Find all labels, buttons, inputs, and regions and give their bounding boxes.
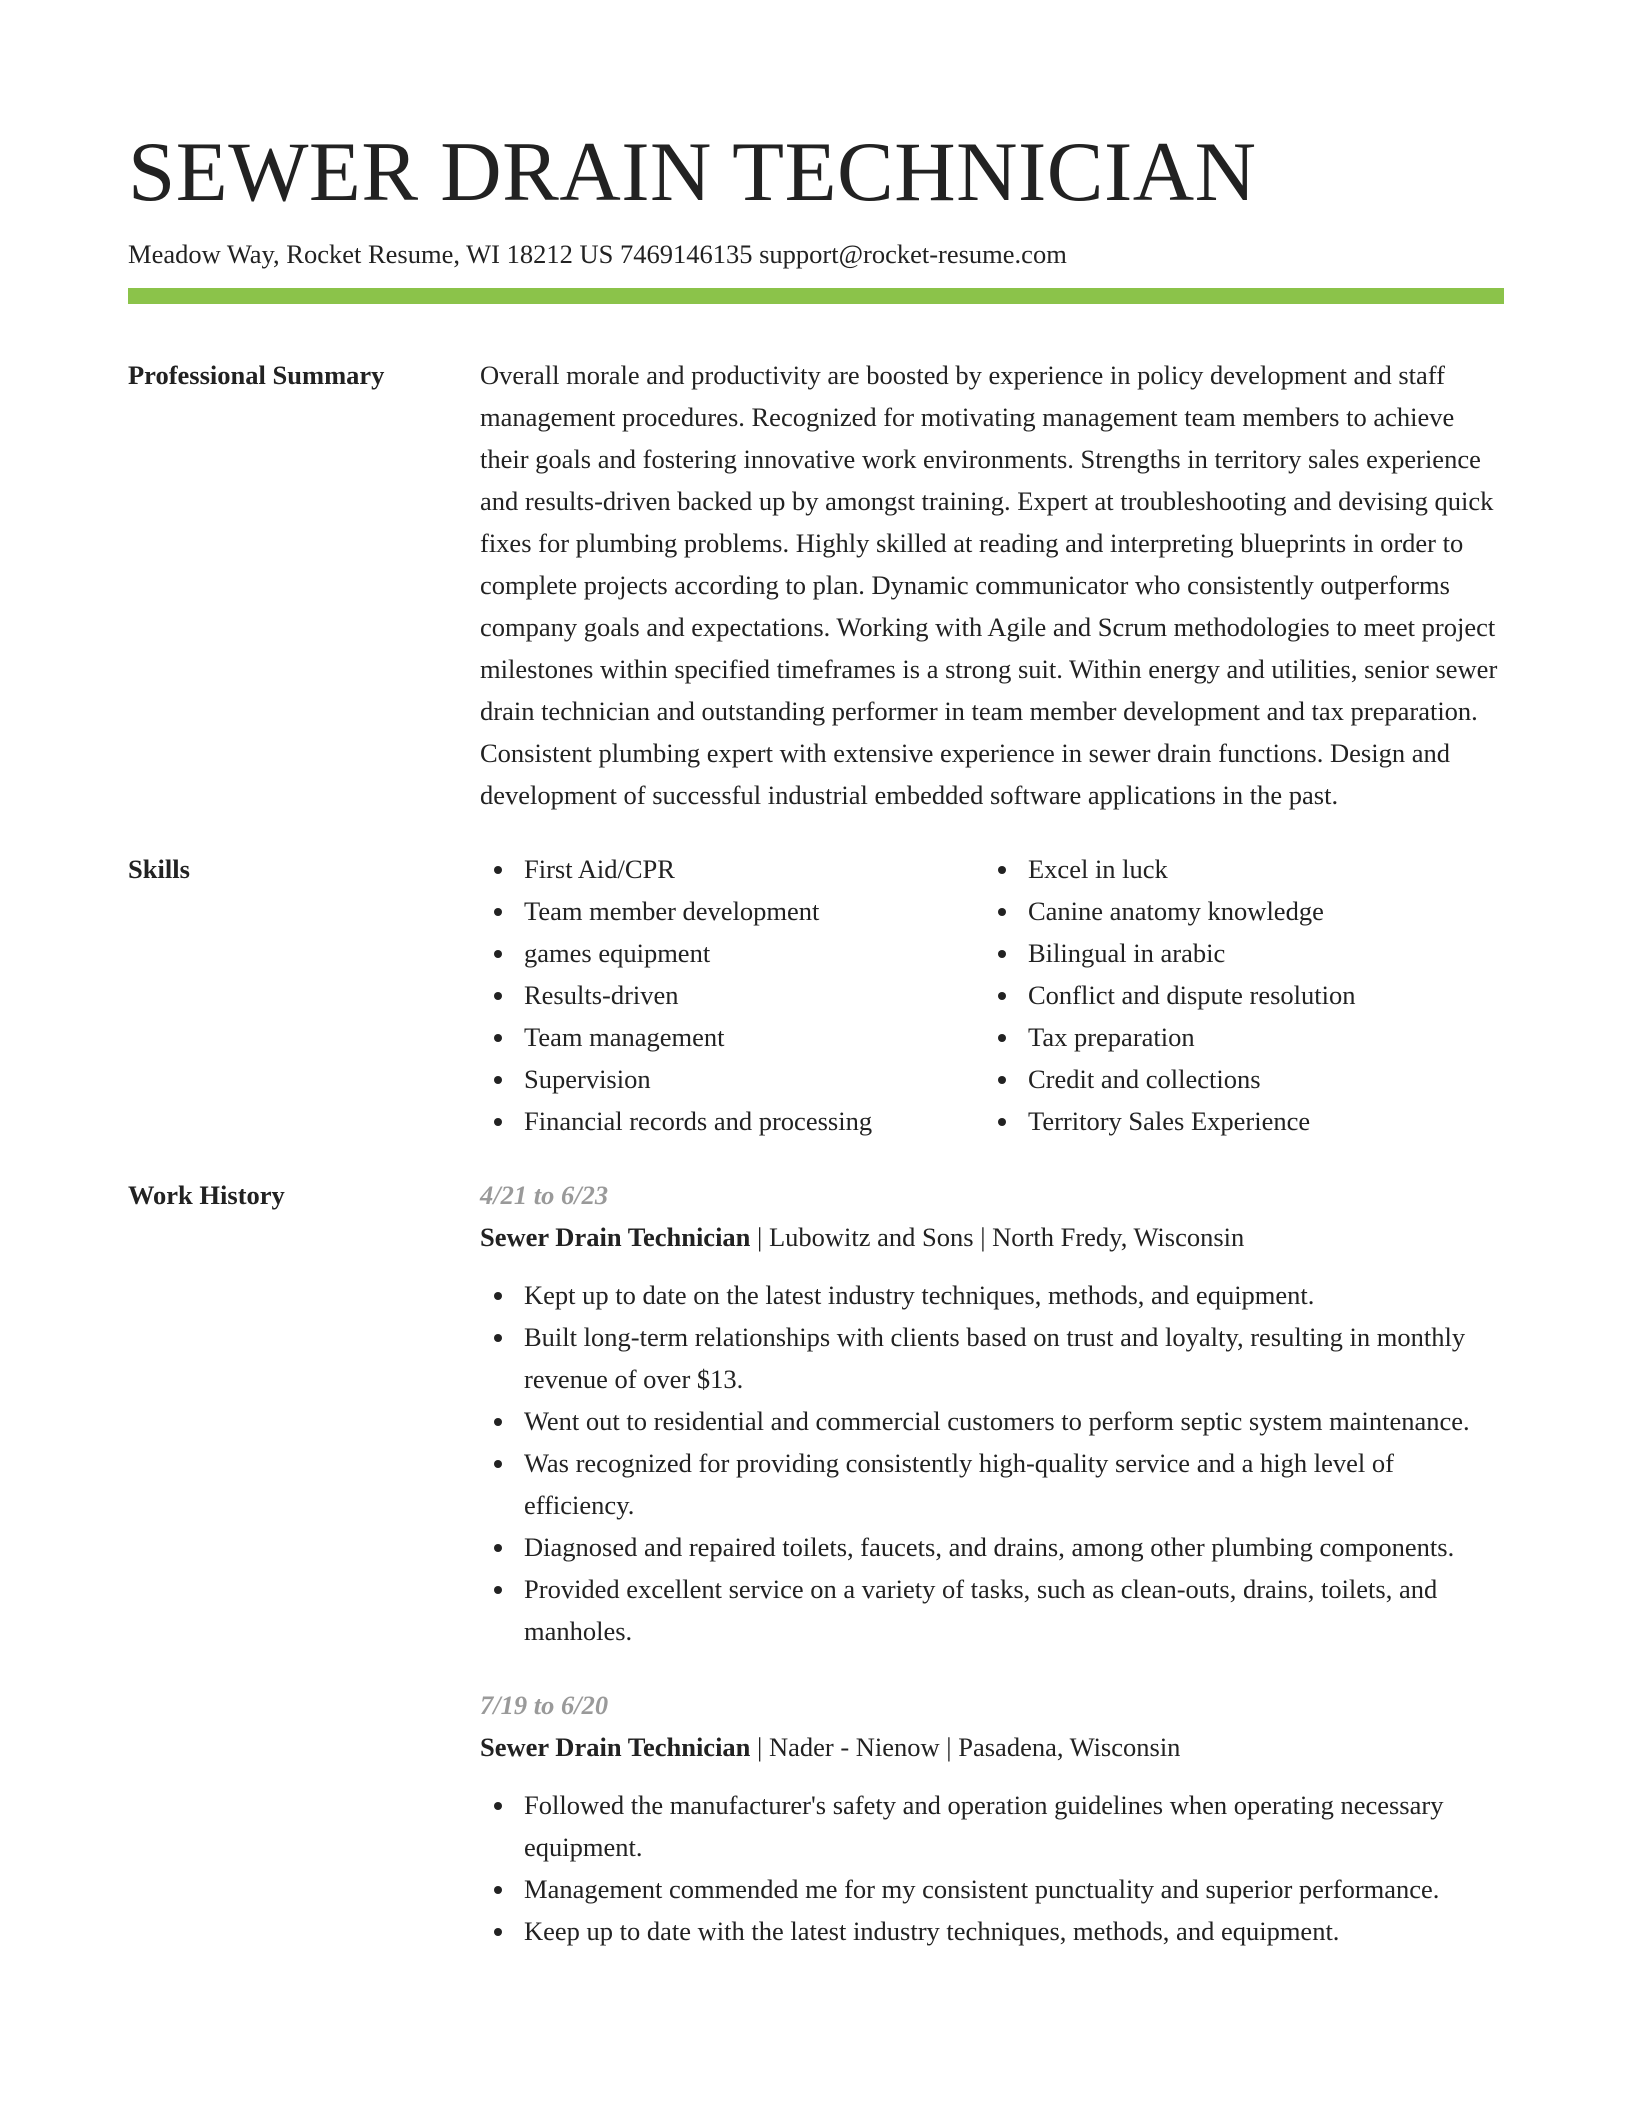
bullet-icon (494, 1886, 502, 1894)
skill-text: Canine anatomy knowledge (1028, 896, 1324, 926)
skill-text: Tax preparation (1028, 1022, 1195, 1052)
bullet-icon (494, 950, 502, 958)
job-bullet (480, 1442, 1504, 1526)
skill-item (524, 890, 984, 932)
job-bullet-list (480, 1274, 1504, 1652)
bullet-icon (494, 1460, 502, 1468)
job-heading (480, 1726, 1504, 1768)
skill-text: Territory Sales Experience (1028, 1106, 1311, 1136)
job-dates: 7/19 to 6/20 (480, 1690, 609, 1720)
job-bullet-text: Kept up to date on the latest industry techniques, methods, and equipment. (524, 1280, 1315, 1310)
professional-summary-section (128, 354, 1504, 816)
bullet-icon (494, 1802, 502, 1810)
bullet-icon (494, 1034, 502, 1042)
job-bullet-text: Followed the manufacturer's safety and operation guidelines when operating necessary equipment. (524, 1790, 1444, 1862)
bullet-icon (494, 1334, 502, 1342)
skill-item (524, 1016, 984, 1058)
skills-list-left (480, 848, 984, 1142)
job-bullet-text: Management commended me for my consistent punctuality and superior performance. (524, 1874, 1440, 1904)
skill-item (524, 1100, 984, 1142)
bullet-icon (998, 1076, 1006, 1084)
skill-text: Supervision (524, 1064, 651, 1094)
job-entry (480, 1684, 1504, 1952)
skill-item (1028, 1058, 1488, 1100)
skill-item (524, 848, 984, 890)
job-bullet (480, 1910, 1504, 1952)
bullet-icon (494, 908, 502, 916)
section-label-professional-summary: Professional Summary (128, 360, 385, 390)
skills-section (128, 848, 1504, 1142)
bullet-icon (494, 1418, 502, 1426)
job-bullet (480, 1316, 1504, 1400)
bullet-icon (494, 1928, 502, 1936)
skill-text: Excel in luck (1028, 854, 1168, 884)
job-title: Sewer Drain Technician (480, 1222, 751, 1252)
skill-text: Financial records and processing (524, 1106, 873, 1136)
skill-item (1028, 1100, 1488, 1142)
bullet-icon (998, 992, 1006, 1000)
job-employer-location: | Nader - Nienow | Pasadena, Wisconsin (750, 1732, 1181, 1762)
section-label-work-history: Work History (128, 1180, 285, 1210)
candidate-name: SEWER DRAIN TECHNICIAN (128, 125, 1257, 219)
skill-item (1028, 932, 1488, 974)
bullet-icon (998, 1034, 1006, 1042)
skill-text: Conflict and dispute resolution (1028, 980, 1356, 1010)
job-bullet-text: Was recognized for providing consistently high-quality service and a high level of efficiency. (524, 1448, 1394, 1520)
skill-text: First Aid/CPR (524, 854, 675, 884)
job-bullet (480, 1526, 1504, 1568)
job-bullet-text: Built long-term relationships with clients based on trust and loyalty, resulting in monthly revenue of over $13. (524, 1322, 1466, 1394)
job-bullet (480, 1400, 1504, 1442)
skill-text: Results-driven (524, 980, 679, 1010)
skills-list-right (984, 848, 1488, 1142)
job-bullet-list (480, 1784, 1504, 1952)
skill-item (1028, 890, 1488, 932)
bullet-icon (494, 1076, 502, 1084)
bullet-icon (998, 950, 1006, 958)
job-heading (480, 1216, 1504, 1258)
skill-item (524, 932, 984, 974)
skill-item (1028, 974, 1488, 1016)
job-entry (480, 1174, 1504, 1652)
bullet-icon (998, 866, 1006, 874)
bullet-icon (494, 1586, 502, 1594)
skill-item (524, 1058, 984, 1100)
skill-text: games equipment (524, 938, 711, 968)
job-bullet-text: Diagnosed and repaired toilets, faucets, and drains, among other plumbing components. (524, 1532, 1455, 1562)
job-bullet-text: Provided excellent service on a variety of tasks, such as clean-outs, drains, toilets, and manholes. (524, 1574, 1438, 1646)
bullet-icon (494, 1292, 502, 1300)
bullet-icon (494, 1544, 502, 1552)
contact-line: Meadow Way, Rocket Resume, WI 18212 US 7469146135 support@rocket-resume.com (128, 239, 1067, 269)
header-accent-rule (128, 288, 1504, 304)
resume-page (128, 0, 1504, 1952)
job-employer-location: | Lubowitz and Sons | North Fredy, Wisconsin (750, 1222, 1245, 1252)
job-bullet (480, 1784, 1504, 1868)
professional-summary-text: Overall morale and productivity are boosted by experience in policy development and staff management procedures. Recognized for motivating management team members to achieve their goals and fostering innovative work environments. Strengths in territory sales experience and results-driven backed up by amongst training. Expert at troubleshooting and devising quick fixes for plumbing problems. Highly skilled at reading and interpreting blueprints in order to complete projects according to plan. Dynamic communicator who consistently outperforms company goals and expectations. Working with Agile and Scrum methodologies to meet project milestones within specified timeframes is a strong suit. Within energy and utilities, senior sewer drain technician and outstanding performer in team member development and tax preparation. Consistent plumbing expert with extensive experience in sewer drain functions. Design and development of successful industrial embedded software applications in the past. (480, 360, 1498, 810)
work-history-section (128, 1174, 1504, 1952)
skill-item (524, 974, 984, 1016)
skill-text: Team member development (524, 896, 820, 926)
job-title: Sewer Drain Technician (480, 1732, 751, 1762)
job-dates: 4/21 to 6/23 (480, 1180, 609, 1210)
job-bullet (480, 1274, 1504, 1316)
skill-text: Bilingual in arabic (1028, 938, 1226, 968)
job-bullet (480, 1568, 1504, 1652)
job-bullet-text: Went out to residential and commercial customers to perform septic system maintenance. (524, 1406, 1470, 1436)
bullet-icon (998, 908, 1006, 916)
job-bullet (480, 1868, 1504, 1910)
section-label-skills: Skills (128, 854, 190, 884)
skill-item (1028, 848, 1488, 890)
bullet-icon (494, 866, 502, 874)
bullet-icon (494, 1118, 502, 1126)
bullet-icon (998, 1118, 1006, 1126)
skill-item (1028, 1016, 1488, 1058)
job-bullet-text: Keep up to date with the latest industry techniques, methods, and equipment. (524, 1916, 1340, 1946)
skill-text: Credit and collections (1028, 1064, 1261, 1094)
skill-text: Team management (524, 1022, 725, 1052)
bullet-icon (494, 992, 502, 1000)
